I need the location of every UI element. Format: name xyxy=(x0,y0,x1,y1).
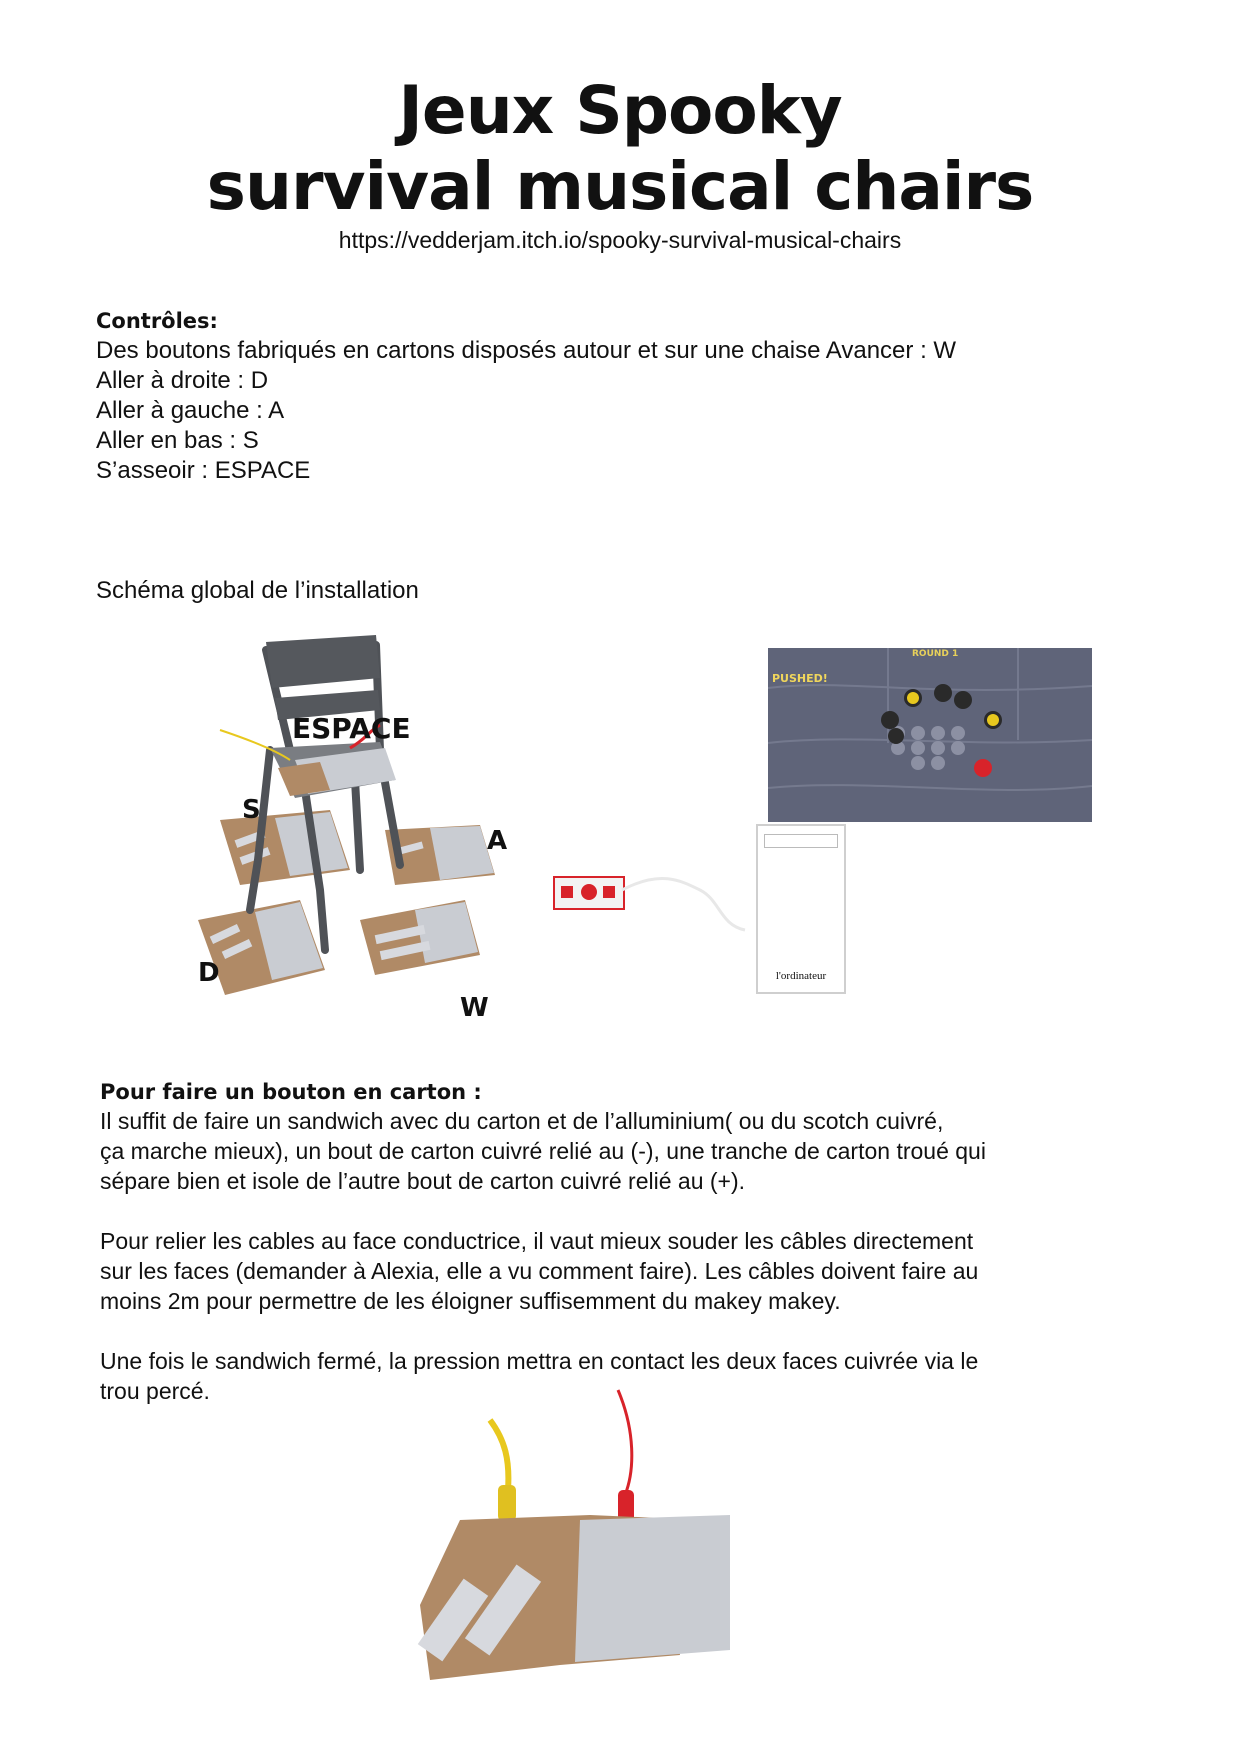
controls-line: Des boutons fabriqués en cartons disposés autour et sur une chaise Avancer : W xyxy=(96,337,957,364)
controls-line: S’asseoir : ESPACE xyxy=(96,457,311,484)
controls-list xyxy=(96,336,956,486)
makey-makey-pad xyxy=(603,886,615,898)
label-s: S xyxy=(242,795,261,825)
controls-line: Aller en bas : S xyxy=(96,427,259,454)
button-paragraph-1 xyxy=(100,1106,986,1196)
usb-cable xyxy=(620,860,760,940)
game-screen xyxy=(768,648,1092,822)
makey-makey-pad xyxy=(561,886,573,898)
label-a: A xyxy=(487,826,508,856)
paragraph-line: Une fois le sandwich fermé, la pression mettra en contact les deux faces cuivrée via le xyxy=(100,1348,979,1374)
makey-makey-board xyxy=(553,876,625,910)
button-paragraph-2 xyxy=(100,1226,978,1316)
paragraph-line: sur les faces (demander à Alexia, elle a vu comment faire). Les câbles doivent faire au xyxy=(100,1258,979,1284)
label-d: D xyxy=(198,958,220,988)
paragraph-line: Pour relier les cables au face conductrice, il vaut mieux souder les câbles directement xyxy=(100,1228,974,1254)
yellow-clip xyxy=(498,1485,516,1521)
makey-makey-pad xyxy=(581,884,597,900)
page-title-line-1: Jeux Spooky xyxy=(398,72,842,149)
paragraph-line: moins 2m pour permettre de les éloigner suffisemment du makey makey. xyxy=(100,1288,841,1314)
label-w: W xyxy=(460,993,489,1023)
game-url: https://vedderjam.itch.io/spooky-survival-musical-chairs xyxy=(338,227,902,253)
computer-label: l'ordinateur xyxy=(775,970,827,982)
label-espace: ESPACE xyxy=(292,712,411,745)
controls-line: Aller à gauche : A xyxy=(96,397,285,424)
button-section-heading: Pour faire un bouton en carton : xyxy=(100,1080,482,1104)
game-pushed-label: PUSHED! xyxy=(772,672,828,685)
paragraph-line: Il suffit de faire un sandwich avec du carton et de l’alluminium( ou du scotch cuivré, xyxy=(100,1108,944,1134)
chair-installation-illustration xyxy=(180,630,560,1020)
game-round-label: ROUND 1 xyxy=(912,649,959,659)
pad-w xyxy=(360,900,480,975)
pad-s xyxy=(220,810,350,885)
computer-tower xyxy=(756,824,846,994)
computer-drive-slot xyxy=(764,834,838,848)
foil-panel xyxy=(575,1515,730,1662)
yellow-wire xyxy=(490,1420,508,1490)
chair-backrest-top xyxy=(266,635,380,688)
controls-heading: Contrôles: xyxy=(96,309,218,333)
page-title-line-2: survival musical chairs xyxy=(206,148,1034,225)
cardboard-button-photo xyxy=(410,1380,740,1700)
paragraph-line: sépare bien et isole de l’autre bout de carton cuivré relié au (+). xyxy=(100,1168,746,1194)
controls-line: Aller à droite : D xyxy=(96,367,269,394)
paragraph-line: ça marche mieux), un bout de carton cuivré relié au (-), une tranche de carton troué qui xyxy=(100,1138,986,1164)
paragraph-line: trou percé. xyxy=(100,1378,210,1404)
red-wire xyxy=(618,1390,632,1495)
schema-caption: Schéma global de l’installation xyxy=(96,577,419,604)
